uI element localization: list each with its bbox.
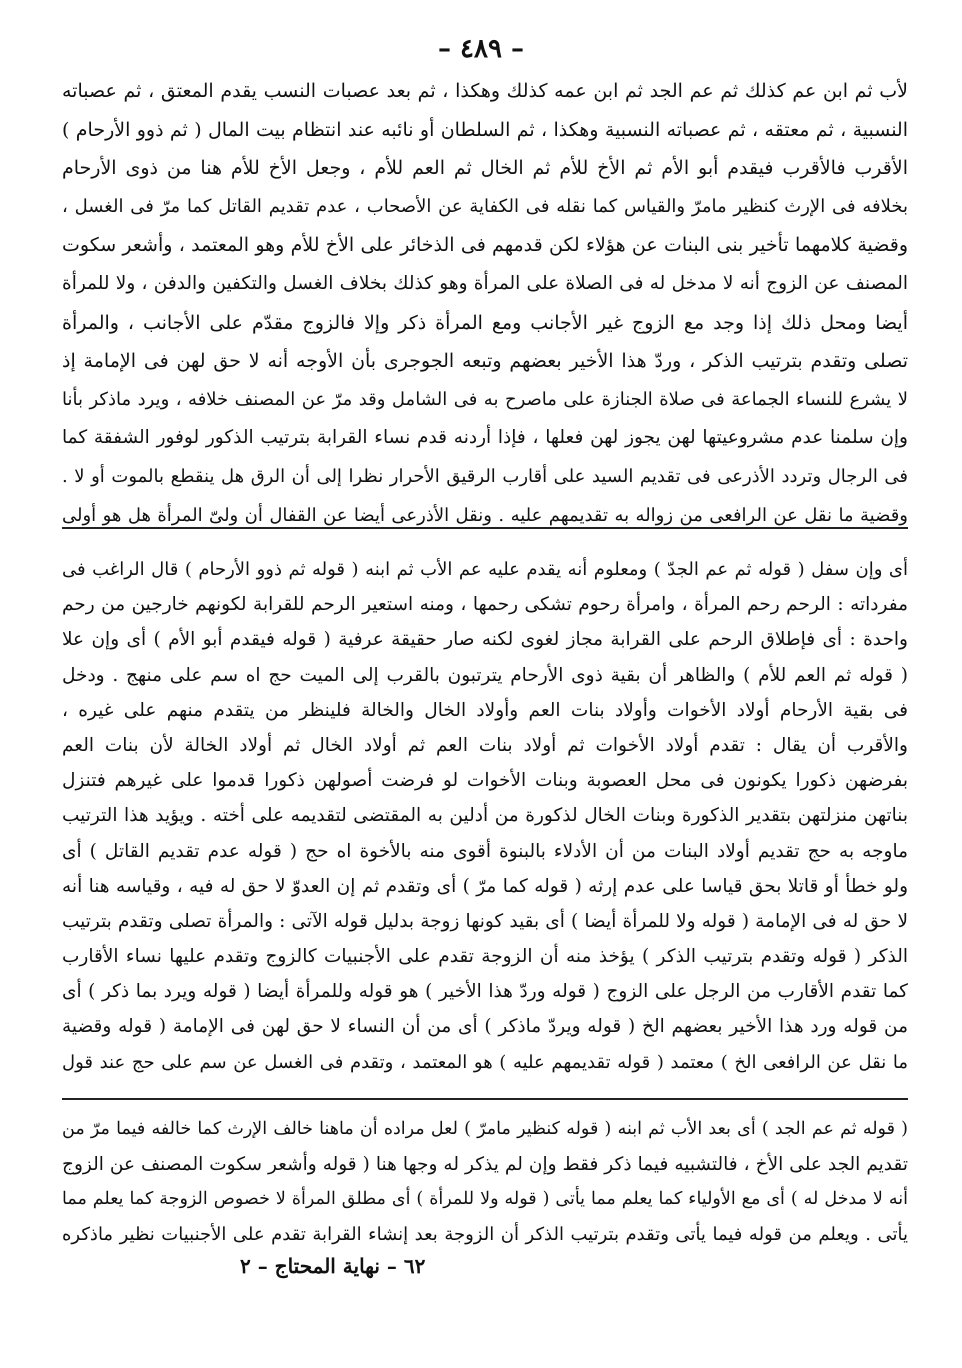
main-text-line: وقضية كلامهما تأخير بنى البنات عن هؤلاء لكن قدمهم فى الذخائر على الأخ للأم وهو المعتمد ، وأشعر سكوت — [62, 234, 908, 257]
main-text-line: وإن سلمنا عدم مشروعيتها لهن يجوز لهن فعلها ، فإذا أردنه قدم نساء القرابة بترتيب الذكور لوفور الشفقة كما — [62, 427, 908, 449]
main-text-line: تصلى وتقدم بترتيب الذكر ، وردّ هذا الأخير بعضهم وتبعه الجوجرى بأن الأوجه أنه لا حق لهن فى الإمامة إذ — [62, 350, 908, 373]
main-text — [62, 72, 908, 535]
footnote-line: بفرضهن ذكورا يكونون فى محل العصوبة وبنات الأخوات لو فرضت أصولهن ذكورا قدموا على غيرهم فتنزل — [62, 770, 908, 792]
main-text-line: النسبية ، ثم معتقه ، ثم عصباته النسبية وهكذا ، ثم السلطان أو نائبه عند انتظام بيت المال ( ثم ذوو الأرحام ) — [62, 118, 908, 141]
footnote-line: أى وإن سفل ( قوله ثم عم الجدّ ) ومعلوم أنه يقدم عليه عم الأب ثم ابنه ( قوله ثم ذوو الأرحام ) قال الراغب فى — [62, 559, 908, 580]
footnote-line: بناتهن منزلتهن بتقدير الذكورة وبنات الخال لذكورة من أدلين به المقتضى لتقديمه على أخته . ويؤيد هذا الترتيب — [62, 805, 908, 827]
footnote-line: الذكر ( قوله وتقدم بترتيب الذكر ) يؤخذ منه أن الزوجة تقدم على الأجنبيات كالزوج وتقدم عليها نساء الأقارب — [62, 946, 908, 968]
footnote-line: ولو خطأ أو قاتلا بحق قياسا على عدم إرثه ( قوله كما مرّ ) أى وتقدم ثم إن العدوّ لا حق له فيه ، وقياسه هنا أنه — [62, 875, 908, 897]
footnote-line: تقديم الجد على الأخ ، فالتشبيه فيما ذكر فقط وإن لم يذكر له وجها هنا ( قوله وأشعر سكوت المصنف عن الزوج — [62, 1154, 908, 1175]
footnote-line: ماوجه به حج تقديم أولاد البنات من أن الأدلاء بالبنوة أقوى منه بالأخوة اه حج ( قوله عدم تقديم القاتل ) أى — [62, 840, 908, 862]
main-text-line: لأب ثم ابن عم كذلك ثم عم الجد ثم ابن عمه كذلك وهكذا ، ثم بعد عصبات النسب يقدم المعتق ، ثم عصباته — [62, 80, 908, 102]
main-text-line: بخلافه فى الإرث كنظير مامرّ والقياس كما نقله فى الكفاية عن الأصحاب ، عدم تقديم القاتل كما مرّ فى الغسل ، — [62, 195, 908, 217]
footnote-line: والأقرب أن يقال : تقدم أولاد الأخوات ثم أولاد بنات العم ثم أولاد الخال ثم أولاد الخالة لأن بنات العم — [62, 734, 908, 756]
footnote-line: واحدة : أى فإطلاق الرحم على القرابة مجاز لغوى لكنه صار حقيقة عرفية ( قوله فيقدم أبو الأم ) أى وإن علا — [62, 629, 908, 651]
main-text-line: أيضا ومحل ذلك إذا وجد مع الزوج غير الأجانب ومع المرأة ذكر وإلا فالزوج مقدّم على الأجانب ، والمرأة — [62, 311, 908, 334]
footnote-line: لا حق له فى الإمامة ( قوله ولا للمرأة أيضا ) أى بقيد كونها زوجة بدليل قوله الآتى : والمرأة تصلى وتقدم بترتيب — [62, 910, 908, 932]
footnote-line: من قوله ورد هذا الأخير بعضهم الخ ( قوله ويردّ ماذكر ) أى من أن النساء لا حق لهن فى الإمامة ( قوله وقضية — [62, 1016, 908, 1038]
footnote-line: ( قوله ثم العم للأم ) والظاهر أن بقية ذوى الأرحام يترتبون بالقرب إلى الميت حج اه سم على منهج . ودخل — [62, 664, 908, 686]
footnote-line: أنه لا مدخل له ) أى مع الأولياء كما يعلم مما يأتى ( قوله ولا للمرأة ) أى مطلق المرأة لا خصوص الزوجة كما يعلم مما — [62, 1189, 908, 1209]
main-text-line: وقضية ما نقل عن الرافعى من زواله به تقديمهم عليه . ونقل الأذرعى أيضا عن القفال أن ولىّ المرأة هل هو أولى — [62, 504, 908, 526]
page-footer: ٦٢ – نهاية المحتاج – ٢ — [240, 1254, 426, 1278]
main-text-line: المصنف عن الزوج أنه لا مدخل له فى الصلاة على المرأة وهو كذلك بخلاف الغسل والتكفين والدفن ، ولا للمرأة — [62, 272, 908, 294]
footnote-commentary-2 — [62, 1112, 908, 1252]
footnote-divider — [62, 527, 908, 529]
footnote-line: ما نقل عن الرافعى الخ ) معتمد ( قوله تقديمهم عليه ) هو المعتمد ، وتقدم فى الغسل عن سم على حج عند قول — [62, 1051, 908, 1073]
page-number: – ٤٨٩ – — [437, 34, 525, 64]
main-text-line: لا يشرع للنساء الجماعة فى صلاة الجنازة على ماصرح به فى الشامل وقد مرّ عن المصنف خلافه ، ويرد ماذكر بأنا — [62, 388, 908, 410]
main-text-line: فى الرجال وتردد الأذرعى فى تقديم السيد على أقارب الرقيق الأحرار نظرا إلى أن الرق هل ينقطع بالموت أو لا . — [62, 465, 908, 487]
footnote-line: ( قوله ثم عم الجد ) أى بعد الأب ثم ابنه ( قوله كنظير مامرّ ) لعل مراده أن ماهنا خالف الإرث كما خالفه فيما مرّ من — [62, 1119, 908, 1139]
footnote-line: يأتى . ويعلم من قوله فيما يأتى وتقدم بترتيب الذكر أن الزوجة بعد إنشاء القرابة تقدم على الأجنبيات نظير ماذكره — [62, 1224, 908, 1245]
main-text-line: الأقرب فالأقرب فيقدم أبو الأم ثم الأخ للأم ثم الخال ثم العم للأم ، وجعل الأخ للأم هنا من ذوى الأرحام — [62, 157, 908, 180]
footnote-commentary-1 — [62, 552, 908, 1080]
footnote-line: مفرداته : الرحم رحم المرأة ، وامرأة رحوم تشكى رحمها ، ومنه استعير الرحم للقرابة لكونهم خارجين من رحم — [62, 594, 908, 616]
footnote-line: كما تقدم الأقارب من الرجل على الزوج ( قوله وردّ هذا الأخير ) هو قوله وللمرأة أيضا ( قوله ويرد بما ذكر ) أى — [62, 981, 908, 1003]
footnote-line: فى بقية الأرحام أولاد الأخوات وأولاد بنات العم وأولاد الخال والخالة فلينظر من يتقدم منهم على غيره ، — [62, 699, 908, 721]
footnote-divider — [62, 1098, 908, 1100]
